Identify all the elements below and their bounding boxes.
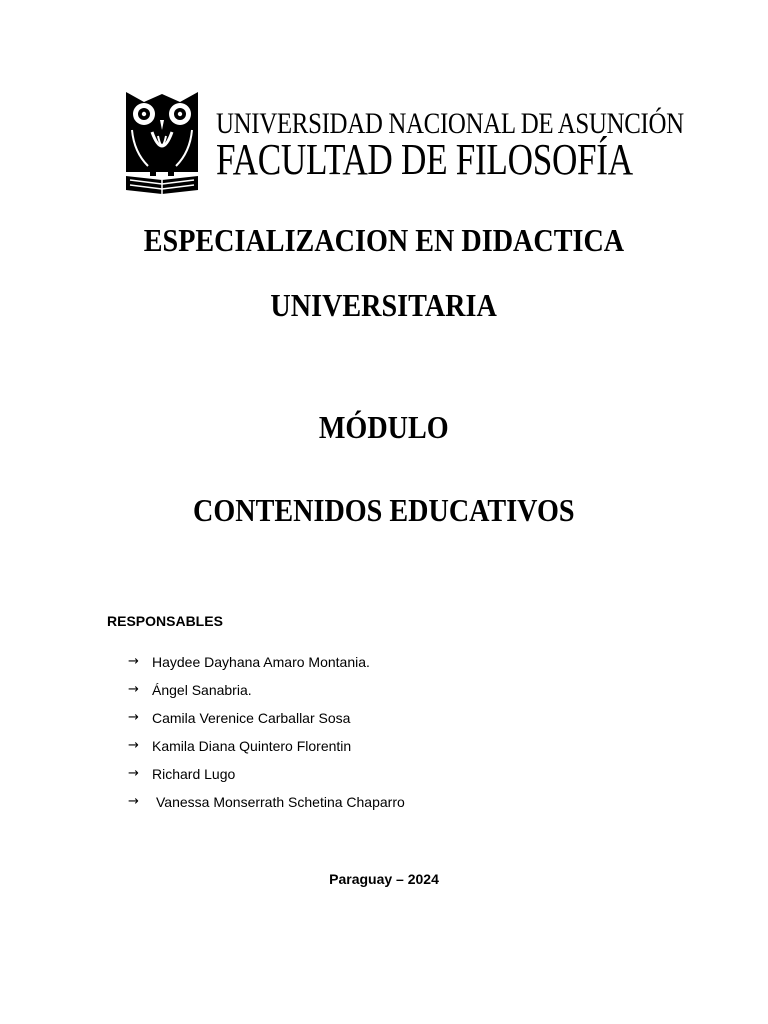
module-title: CONTENIDOS EDUCATIVOS [193, 492, 575, 528]
list-item [128, 704, 405, 732]
arrow-right-icon: → [128, 654, 139, 669]
arrow-right-icon: → [128, 710, 139, 725]
arrow-right-icon: → [128, 682, 139, 697]
module-label: MÓDULO [319, 409, 449, 445]
owl-on-book-icon [124, 90, 200, 196]
person-name: Kamila Diana Quintero Florentin [152, 738, 352, 754]
program-title-line2: UNIVERSITARIA [270, 287, 498, 323]
place-and-year: Paraguay – 2024 [329, 871, 439, 887]
person-name: Haydee Dayhana Amaro Montania. [152, 654, 370, 670]
responsables-list [128, 648, 405, 816]
responsables-heading: RESPONSABLES [107, 613, 223, 629]
arrow-right-icon: → [128, 738, 139, 753]
person-name: Vanessa Monserrath Schetina Chaparro [156, 794, 405, 810]
person-name: Ángel Sanabria. [152, 682, 252, 698]
list-item [128, 676, 405, 704]
arrow-right-icon: → [128, 794, 139, 809]
university-name: UNIVERSIDAD NACIONAL DE ASUNCIÓN [216, 107, 684, 140]
arrow-right-icon: → [128, 766, 139, 781]
list-item [128, 732, 405, 760]
person-name: Camila Verenice Carballar Sosa [152, 710, 351, 726]
list-item [128, 760, 405, 788]
list-item [128, 648, 405, 676]
person-name: Richard Lugo [152, 766, 236, 782]
list-item [128, 788, 405, 816]
program-title-line1: ESPECIALIZACION EN DIDACTICA [143, 222, 625, 258]
faculty-name: FACULTAD DE FILOSOFÍA [216, 135, 633, 184]
